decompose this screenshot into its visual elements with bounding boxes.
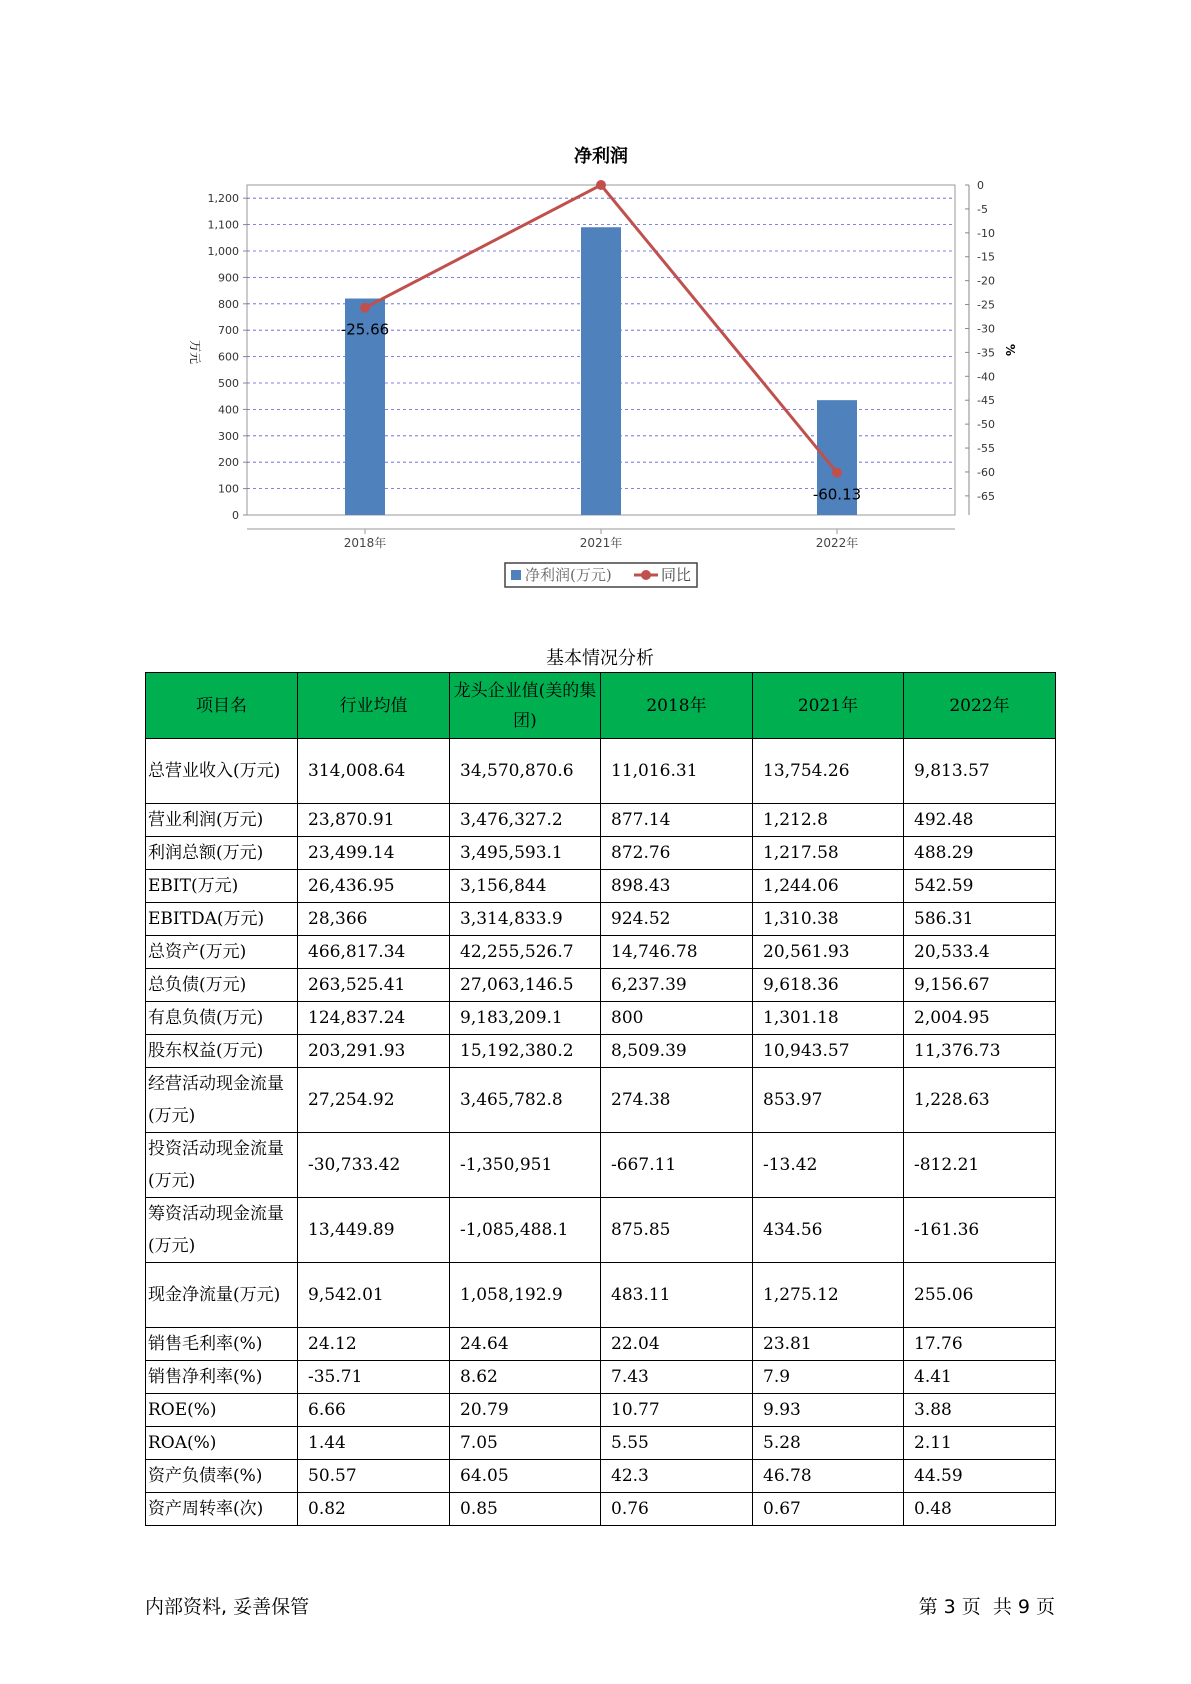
row-name: 总资产(万元) bbox=[146, 936, 298, 969]
table-cell: 6,237.39 bbox=[601, 969, 753, 1002]
table-row bbox=[146, 1493, 1056, 1526]
y-tick-label: 1,000 bbox=[207, 245, 239, 258]
legend-bar-swatch bbox=[511, 570, 521, 580]
table-cell: 5.55 bbox=[601, 1427, 753, 1460]
table-row bbox=[146, 1427, 1056, 1460]
row-name: 资产周转率(次) bbox=[146, 1493, 298, 1526]
table-row bbox=[146, 1394, 1056, 1427]
table-cell: 27,254.92 bbox=[298, 1068, 450, 1133]
table-title: 基本情况分析 bbox=[546, 648, 654, 669]
row-name: 总负债(万元) bbox=[146, 969, 298, 1002]
table-cell: 50.57 bbox=[298, 1460, 450, 1493]
table-cell: 0.76 bbox=[601, 1493, 753, 1526]
y-right-tick-label: -65 bbox=[977, 489, 995, 503]
table-cell: 46.78 bbox=[753, 1460, 904, 1493]
table-cell: 13,754.26 bbox=[753, 739, 904, 804]
column-header: 2018年 bbox=[601, 673, 753, 739]
column-header: 龙头企业值(美的集团) bbox=[450, 673, 601, 739]
table-cell: 1,275.12 bbox=[753, 1263, 904, 1328]
table-cell: -35.71 bbox=[298, 1361, 450, 1394]
table-cell: 1.44 bbox=[298, 1427, 450, 1460]
table-cell: 3,465,782.8 bbox=[450, 1068, 601, 1133]
table-cell: 0.85 bbox=[450, 1493, 601, 1526]
table-cell: 3.88 bbox=[904, 1394, 1056, 1427]
line-point bbox=[360, 303, 370, 313]
y-tick-label: 100 bbox=[218, 482, 239, 496]
legend-bar-label: 净利润(万元) bbox=[525, 566, 612, 584]
y-right-tick-label: -15 bbox=[977, 250, 995, 264]
table-cell: 23,870.91 bbox=[298, 804, 450, 837]
table-cell: 9,183,209.1 bbox=[450, 1002, 601, 1035]
table-cell: 124,837.24 bbox=[298, 1002, 450, 1035]
y-tick-label: 1,100 bbox=[207, 218, 239, 232]
table-cell: 1,228.63 bbox=[904, 1068, 1056, 1133]
x-tick-label: 2022年 bbox=[815, 536, 859, 550]
legend-line-marker bbox=[641, 570, 651, 580]
table-cell: 203,291.93 bbox=[298, 1035, 450, 1068]
table-row bbox=[146, 1133, 1056, 1198]
row-name: 销售净利率(%) bbox=[146, 1361, 298, 1394]
table-cell: 4.41 bbox=[904, 1361, 1056, 1394]
table-row bbox=[146, 1035, 1056, 1068]
row-name: 营业利润(万元) bbox=[146, 804, 298, 837]
table-cell: 24.12 bbox=[298, 1328, 450, 1361]
column-header: 行业均值 bbox=[298, 673, 450, 739]
table-row bbox=[146, 739, 1056, 804]
table-row bbox=[146, 1460, 1056, 1493]
table-cell: 9,813.57 bbox=[904, 739, 1056, 804]
table-cell: 9,156.67 bbox=[904, 969, 1056, 1002]
y-tick-label: 700 bbox=[218, 324, 239, 338]
table-cell: -667.11 bbox=[601, 1133, 753, 1198]
y-right-axis-label: % bbox=[1003, 343, 1017, 357]
table-cell: 542.59 bbox=[904, 870, 1056, 903]
table-cell: 9,542.01 bbox=[298, 1263, 450, 1328]
table-row bbox=[146, 1002, 1056, 1035]
table-cell: -161.36 bbox=[904, 1198, 1056, 1263]
row-name: 销售毛利率(%) bbox=[146, 1328, 298, 1361]
table-cell: -1,085,488.1 bbox=[450, 1198, 601, 1263]
table-cell: 24.64 bbox=[450, 1328, 601, 1361]
y-tick-label: 900 bbox=[218, 271, 239, 285]
table-cell: 13,449.89 bbox=[298, 1198, 450, 1263]
table-cell: 434.56 bbox=[753, 1198, 904, 1263]
table-cell: 875.85 bbox=[601, 1198, 753, 1263]
table-cell: 488.29 bbox=[904, 837, 1056, 870]
row-name: 总营业收入(万元) bbox=[146, 739, 298, 804]
table-cell: 263,525.41 bbox=[298, 969, 450, 1002]
table-row bbox=[146, 804, 1056, 837]
table-cell: 0.67 bbox=[753, 1493, 904, 1526]
table-cell: -13.42 bbox=[753, 1133, 904, 1198]
table-cell: 20,533.4 bbox=[904, 936, 1056, 969]
table-row bbox=[146, 837, 1056, 870]
table-cell: 42.3 bbox=[601, 1460, 753, 1493]
table-cell: -812.21 bbox=[904, 1133, 1056, 1198]
table-header-row bbox=[146, 673, 1056, 739]
table-cell: 7.05 bbox=[450, 1427, 601, 1460]
table-cell: 1,301.18 bbox=[753, 1002, 904, 1035]
basic-analysis-table bbox=[145, 672, 1056, 1526]
table-cell: 28,366 bbox=[298, 903, 450, 936]
table-cell: 466,817.34 bbox=[298, 936, 450, 969]
table-cell: 800 bbox=[601, 1002, 753, 1035]
y-tick-label: 0 bbox=[232, 509, 239, 522]
table-cell: 853.97 bbox=[753, 1068, 904, 1133]
table-cell: -1,350,951 bbox=[450, 1133, 601, 1198]
y-right-tick-label: -60 bbox=[977, 465, 995, 479]
row-name: 投资活动现金流量(万元) bbox=[146, 1133, 298, 1198]
table-cell: 34,570,870.6 bbox=[450, 739, 601, 804]
table-cell: 9,618.36 bbox=[753, 969, 904, 1002]
table-cell: 872.76 bbox=[601, 837, 753, 870]
y-right-tick-label: -25 bbox=[977, 298, 995, 312]
table-cell: 3,156,844 bbox=[450, 870, 601, 903]
table-cell: 483.11 bbox=[601, 1263, 753, 1328]
column-header: 2022年 bbox=[904, 673, 1056, 739]
table-cell: 314,008.64 bbox=[298, 739, 450, 804]
table-cell: 492.48 bbox=[904, 804, 1056, 837]
table-cell: 1,058,192.9 bbox=[450, 1263, 601, 1328]
row-name: ROA(%) bbox=[146, 1427, 298, 1460]
line-point bbox=[832, 468, 842, 478]
table-row bbox=[146, 969, 1056, 1002]
table-cell: 9.93 bbox=[753, 1394, 904, 1427]
table-row bbox=[146, 903, 1056, 936]
table-cell: 3,476,327.2 bbox=[450, 804, 601, 837]
row-name: 资产负债率(%) bbox=[146, 1460, 298, 1493]
table-cell: 924.52 bbox=[601, 903, 753, 936]
table-row bbox=[146, 870, 1056, 903]
y-tick-label: 800 bbox=[218, 297, 239, 311]
table-row bbox=[146, 1068, 1056, 1133]
data-label: -60.13 bbox=[812, 485, 862, 504]
table-cell: 0.82 bbox=[298, 1493, 450, 1526]
table-cell: 7.43 bbox=[601, 1361, 753, 1394]
y-right-tick-label: -5 bbox=[977, 202, 988, 216]
table-cell: 27,063,146.5 bbox=[450, 969, 601, 1002]
y-tick-label: 600 bbox=[218, 350, 239, 364]
table-row bbox=[146, 936, 1056, 969]
table-cell: 64.05 bbox=[450, 1460, 601, 1493]
y-right-tick-label: 0 bbox=[977, 179, 984, 192]
y-right-tick-label: -10 bbox=[977, 226, 995, 240]
table-cell: 1,310.38 bbox=[753, 903, 904, 936]
table-cell: 6.66 bbox=[298, 1394, 450, 1427]
table-cell: 17.76 bbox=[904, 1328, 1056, 1361]
table-cell: 11,376.73 bbox=[904, 1035, 1056, 1068]
table-cell: 26,436.95 bbox=[298, 870, 450, 903]
line-point bbox=[596, 180, 606, 190]
footer-confidential-note: 内部资料, 妥善保管 bbox=[145, 1596, 310, 1618]
x-tick-label: 2018年 bbox=[343, 536, 387, 550]
table-cell: 20.79 bbox=[450, 1394, 601, 1427]
table-cell: 2.11 bbox=[904, 1427, 1056, 1460]
y-tick-label: 400 bbox=[218, 403, 239, 417]
table-cell: 898.43 bbox=[601, 870, 753, 903]
bar bbox=[581, 227, 621, 515]
y-right-tick-label: -45 bbox=[977, 394, 995, 408]
table-cell: 20,561.93 bbox=[753, 936, 904, 969]
footer-page-number: 第 3 页 共 9 页 bbox=[918, 1596, 1055, 1618]
net-profit-chart bbox=[0, 0, 1191, 600]
table-cell: 1,217.58 bbox=[753, 837, 904, 870]
row-name: 经营活动现金流量(万元) bbox=[146, 1068, 298, 1133]
table-cell: -30,733.42 bbox=[298, 1133, 450, 1198]
chart-title: 净利润 bbox=[574, 146, 628, 167]
table-row bbox=[146, 1328, 1056, 1361]
table-cell: 23,499.14 bbox=[298, 837, 450, 870]
table-cell: 1,212.8 bbox=[753, 804, 904, 837]
y-right-tick-label: -35 bbox=[977, 346, 995, 360]
table-cell: 274.38 bbox=[601, 1068, 753, 1133]
table-cell: 10,943.57 bbox=[753, 1035, 904, 1068]
row-name: EBIT(万元) bbox=[146, 870, 298, 903]
row-name: 有息负债(万元) bbox=[146, 1002, 298, 1035]
table-cell: 23.81 bbox=[753, 1328, 904, 1361]
row-name: 现金净流量(万元) bbox=[146, 1263, 298, 1328]
x-tick-label: 2021年 bbox=[579, 536, 623, 550]
y-right-tick-label: -40 bbox=[977, 370, 995, 384]
y-tick-label: 200 bbox=[218, 456, 239, 470]
y-axis-label: 万元 bbox=[188, 339, 202, 365]
table-cell: 2,004.95 bbox=[904, 1002, 1056, 1035]
column-header: 项目名 bbox=[146, 673, 298, 739]
row-name: 筹资活动现金流量(万元) bbox=[146, 1198, 298, 1263]
table-row bbox=[146, 1198, 1056, 1263]
y-right-tick-label: -20 bbox=[977, 274, 995, 288]
table-cell: 0.48 bbox=[904, 1493, 1056, 1526]
table-cell: 255.06 bbox=[904, 1263, 1056, 1328]
table-cell: 15,192,380.2 bbox=[450, 1035, 601, 1068]
table-cell: 3,314,833.9 bbox=[450, 903, 601, 936]
table-cell: 44.59 bbox=[904, 1460, 1056, 1493]
table-row bbox=[146, 1263, 1056, 1328]
table-cell: 7.9 bbox=[753, 1361, 904, 1394]
legend-line-label: 同比 bbox=[661, 566, 692, 584]
data-label: -25.66 bbox=[340, 320, 390, 339]
table-cell: 11,016.31 bbox=[601, 739, 753, 804]
y-right-tick-label: -30 bbox=[977, 322, 995, 336]
y-right-tick-label: -55 bbox=[977, 442, 995, 456]
table-cell: 14,746.78 bbox=[601, 936, 753, 969]
row-name: 股东权益(万元) bbox=[146, 1035, 298, 1068]
row-name: ROE(%) bbox=[146, 1394, 298, 1427]
table-cell: 877.14 bbox=[601, 804, 753, 837]
column-header: 2021年 bbox=[753, 673, 904, 739]
table-cell: 1,244.06 bbox=[753, 870, 904, 903]
y-tick-label: 1,200 bbox=[207, 192, 239, 206]
table-cell: 42,255,526.7 bbox=[450, 936, 601, 969]
table-cell: 5.28 bbox=[753, 1427, 904, 1460]
table-cell: 8.62 bbox=[450, 1361, 601, 1394]
table-cell: 22.04 bbox=[601, 1328, 753, 1361]
table-cell: 3,495,593.1 bbox=[450, 837, 601, 870]
row-name: EBITDA(万元) bbox=[146, 903, 298, 936]
table-cell: 10.77 bbox=[601, 1394, 753, 1427]
row-name: 利润总额(万元) bbox=[146, 837, 298, 870]
y-right-tick-label: -50 bbox=[977, 418, 995, 432]
chart-canvas bbox=[0, 0, 1191, 600]
y-tick-label: 500 bbox=[218, 377, 239, 390]
table-cell: 8,509.39 bbox=[601, 1035, 753, 1068]
table-cell: 586.31 bbox=[904, 903, 1056, 936]
y-tick-label: 300 bbox=[218, 429, 239, 443]
table-row bbox=[146, 1361, 1056, 1394]
